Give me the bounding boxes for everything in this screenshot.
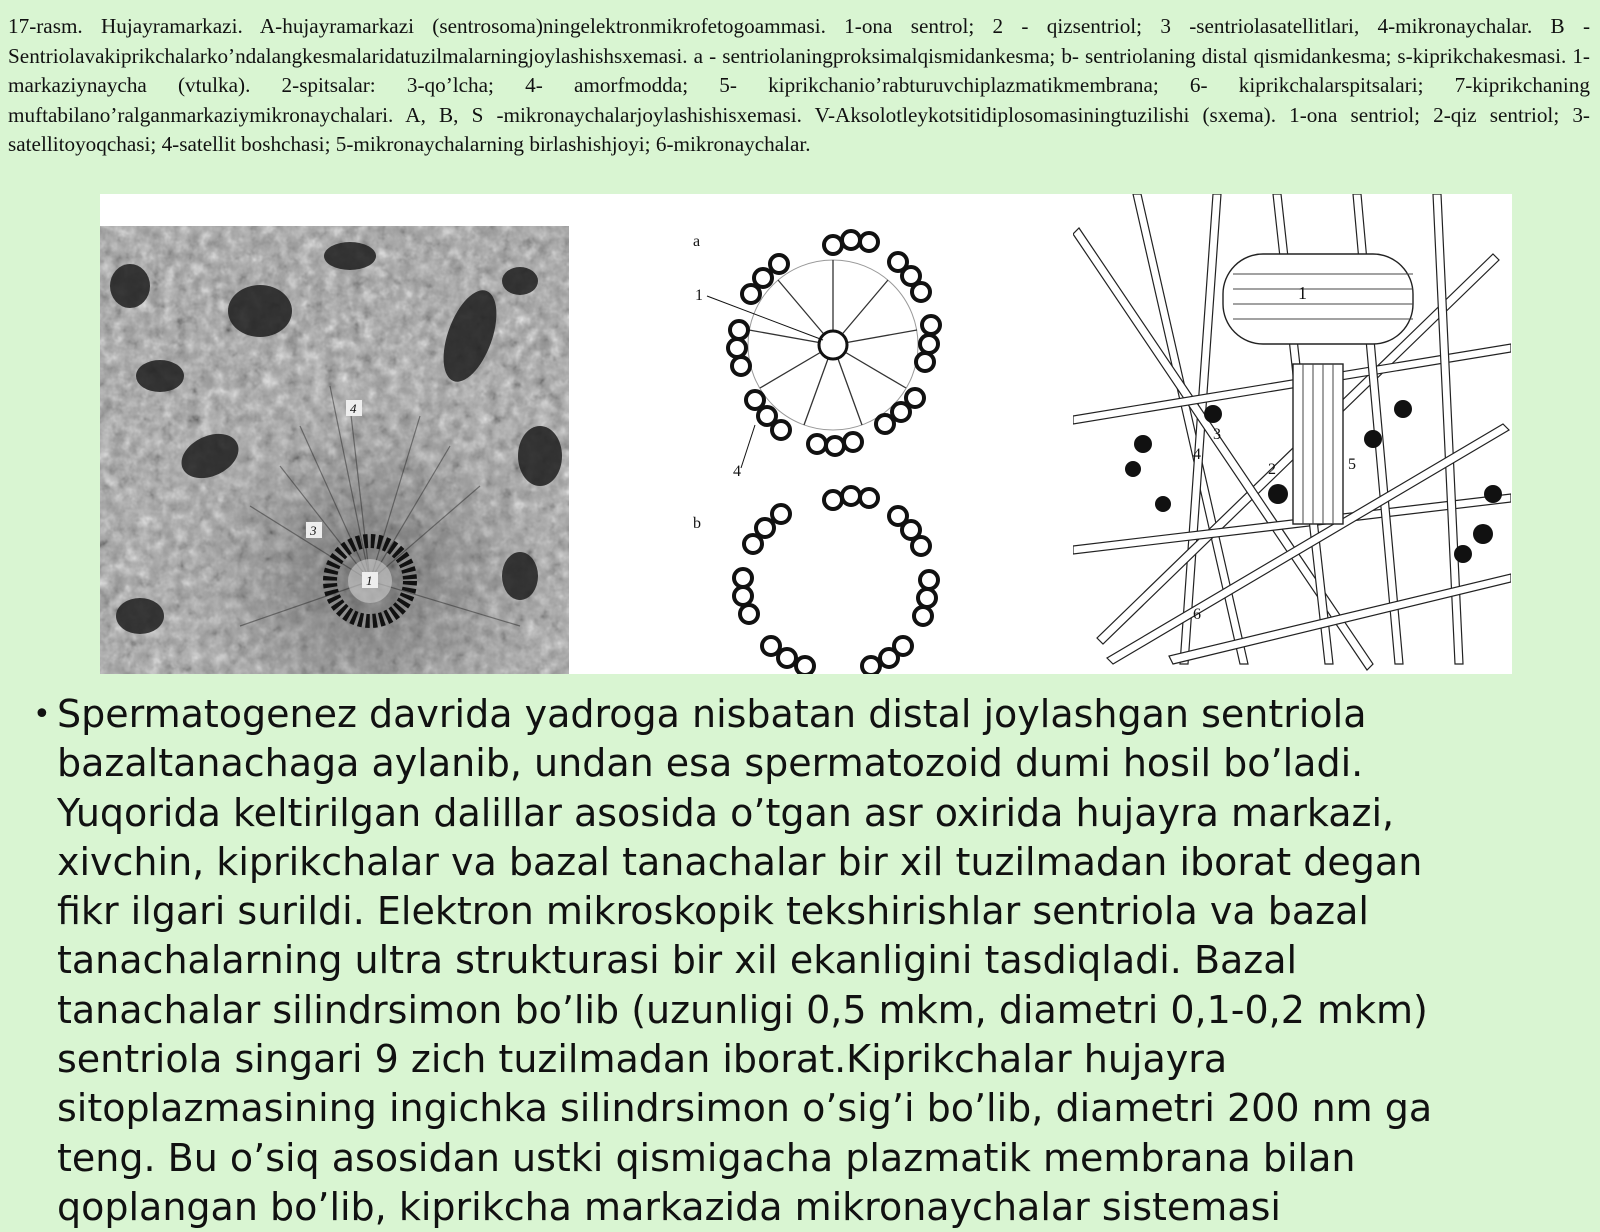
proximal-section-diagram (728, 231, 940, 455)
micrograph-panel (100, 226, 569, 674)
section-label-a: a (693, 233, 701, 250)
micrograph-label: 4 (350, 401, 357, 416)
section-label: 1 (695, 287, 703, 304)
diplosome-label: 1 (1298, 283, 1307, 303)
body-text (33, 690, 1533, 1232)
micrograph-image (100, 226, 569, 674)
distal-section-diagram (734, 487, 938, 674)
figure-caption: 17-rasm. Hujayramarkazi. A-hujayramarkazi (sentrosoma)ningelektronmikrofetogoammasi. 1-ona sentrol; 2 - qizsentriol; 3 -sentriolasatellitlari, 4-mikronaychalar. B - Sentriolavakiprikchalarko’ndalangkesmalaridatuzilmalarningjoylashishsxemasi. a - sentriolaningproksimalqismidankesma; b- sentriolaning distal qismidankesma; s-kiprikchakesmasi. 1- markaziynaycha (vtulka). 2-spitsalar: 3-qo’lcha; 4- amorfmodda; 5- kiprikchanio’rabturuvchiplazmatikmembrana; 6- kiprikchalarspitsalari; 7-kiprikchaning muftabilano’ralganmarkaziymikronaychalari. A, B, S -mikronaychalarjoylashishisxemasi. V-Aksolotleykotsitidiplosomasiningtuzilishi (sxema). 1-ona sentriol; 2-qiz sentriol; 3- satellitoyoqchasi; 4-satellit boshchasi; 5-mikronaychalarning birlashishjoyi; 6-mikronaychalar. (8, 14, 1590, 156)
bullet-icon: • (33, 697, 51, 732)
body-bullet-item (33, 690, 1487, 1232)
diplosome-label: 5 (1348, 456, 1356, 473)
diplosome-panel (1073, 194, 1511, 674)
body-paragraph: Spermatogenez davrida yadroga nisbatan distal joylashgan sentriola bazaltanachaga aylanib, undan esa spermatozoid dumi hosil bo’ladi. Yuqorida keltirilgan dalillar asosida o’tgan asr oxirida hujayra markazi, xivchin, kiprikchalar va bazal tanachalar bir xil tuzilmadan iborat degan fikr ilgari surildi. Elektron mikroskopik tekshirishlar sentriola va bazal tanachalarning ultra strukturasi bir xil ekanligini tasdiqladi. Bazal tanachalar silindrsimon bo’lib (uzunligi 0,5 mkm, diametri 0,1-0,2 mkm) sentriola singari 9 zich tuzilmadan iborat.Kiprikchalar hujayra sitoplazmasining ingichka silindrsimon o’sig’i bo’lib, diametri 200 nm ga teng. Bu o’siq asosidan ustki qismigacha plazmatik membrana bilan qoplangan bo’lib, kiprikcha markazida mikronaychalar sistemasi (57, 692, 1433, 1229)
section-label-b: b (693, 515, 701, 532)
diplosome-label: 2 (1268, 461, 1276, 478)
cross-section-panel (693, 210, 1035, 674)
diplosome-label: 4 (1193, 446, 1201, 463)
micrograph-label: 1 (366, 573, 373, 588)
diplosome-diagram (1073, 194, 1511, 674)
diplosome-label: 3 (1213, 426, 1221, 443)
section-label: 4 (733, 463, 741, 480)
diplosome-label: 6 (1193, 606, 1201, 623)
cross-section-diagram (693, 210, 1035, 674)
micrograph-label: 3 (310, 523, 317, 538)
figure-17 (100, 194, 1512, 674)
